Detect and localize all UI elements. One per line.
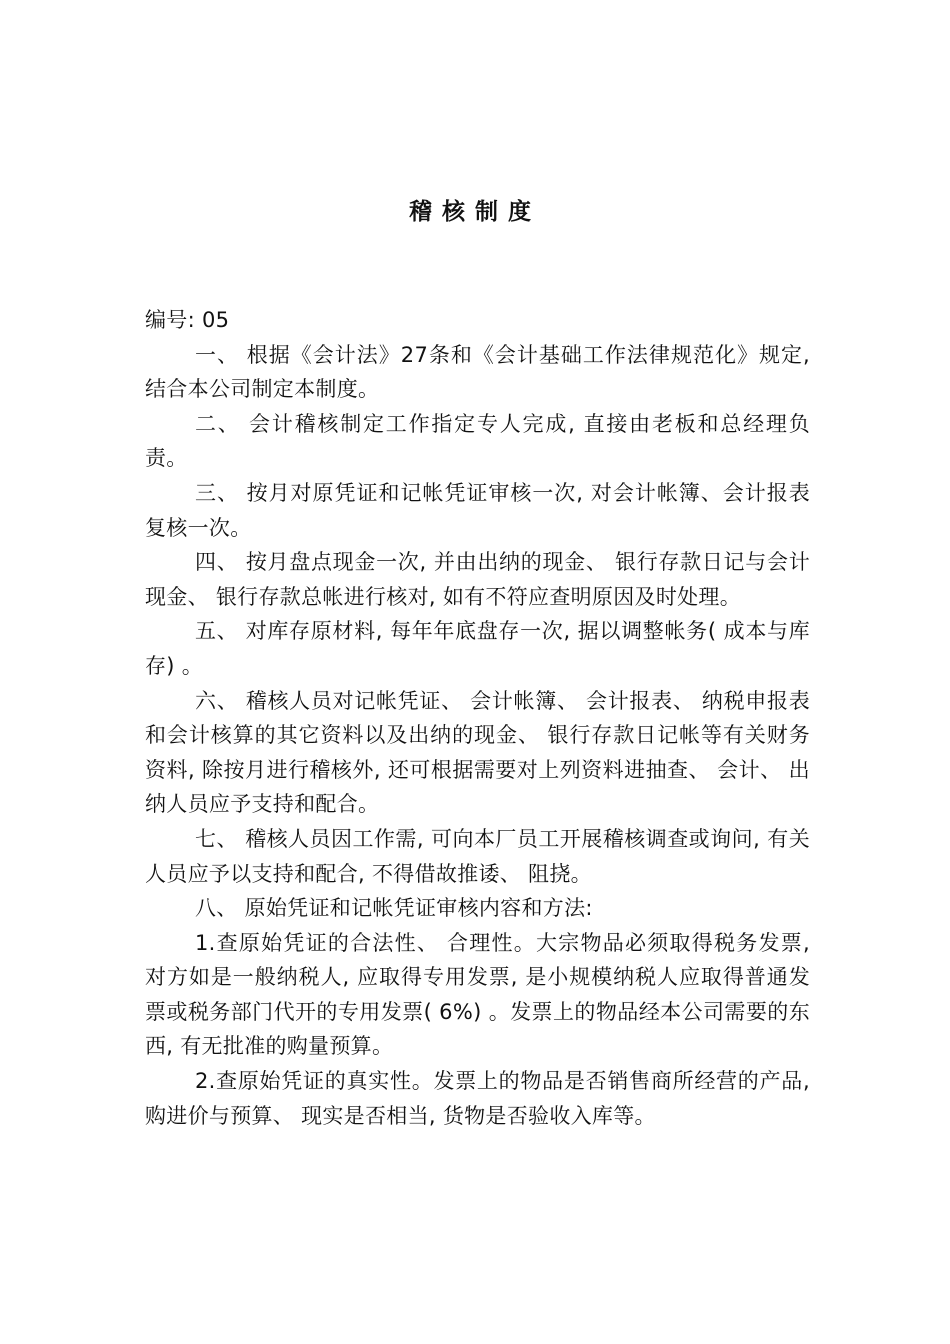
document-title: 稽核制度 bbox=[409, 199, 541, 225]
paragraph-7: 七、 稽核人员因工作需, 可向本厂员工开展稽核调查或询问, 有关人员应予以支持和配合, 不得借故推诿、 阻挠。 bbox=[145, 826, 810, 886]
paragraph-1: 一、 根据《会计法》27条和《会计基础工作法律规范化》规定, 结合本公司制定本制度。 bbox=[145, 342, 810, 402]
paragraph-6: 六、 稽核人员对记帐凭证、 会计帐簿、 会计报表、 纳税申报表和会计核算的其它资料以及出纳的现金、 银行存款日记帐等有关财务资料, 除按月进行稽核外, 还可根据需要对上列资料进抽查、 会计、 出纳人员应予支持和配合。 bbox=[145, 688, 810, 817]
paragraph-3: 三、 按月对原凭证和记帐凭证审核一次, 对会计帐簿、会计报表复核一次。 bbox=[145, 480, 810, 540]
paragraph-4: 四、 按月盘点现金一次, 并由出纳的现金、 银行存款日记与会计现金、 银行存款总帐进行核对, 如有不符应查明原因及时处理。 bbox=[145, 550, 810, 609]
serial-number: 编号: 05 bbox=[145, 308, 230, 332]
paragraph-8-item-2: 2.查原始凭证的真实性。发票上的物品是否销售商所经营的产品, 购进价与预算、 现实是否相当, 货物是否验收入库等。 bbox=[145, 1069, 810, 1128]
paragraph-8: 八、 原始凭证和记帐凭证审核内容和方法: bbox=[195, 896, 593, 921]
paragraph-8-item-1: 1.查原始凭证的合法性、 合理性。大宗物品必须取得税务发票, 对方如是一般纳税人, 应取得专用发票, 是小规模纳税人应取得普通发票或税务部门代开的专用发票( 6%) 。发票上的物品经本公司需要的东西, 有无批准的购量预算。 bbox=[145, 930, 810, 1059]
paragraph-2: 二、 会计稽核制定工作指定专人完成, 直接由老板和总经理负责。 bbox=[145, 411, 810, 471]
document-body bbox=[145, 303, 810, 1133]
paragraph-5: 五、 对库存原材料, 每年年底盘存一次, 据以调整帐务( 成本与库存) 。 bbox=[145, 619, 810, 678]
